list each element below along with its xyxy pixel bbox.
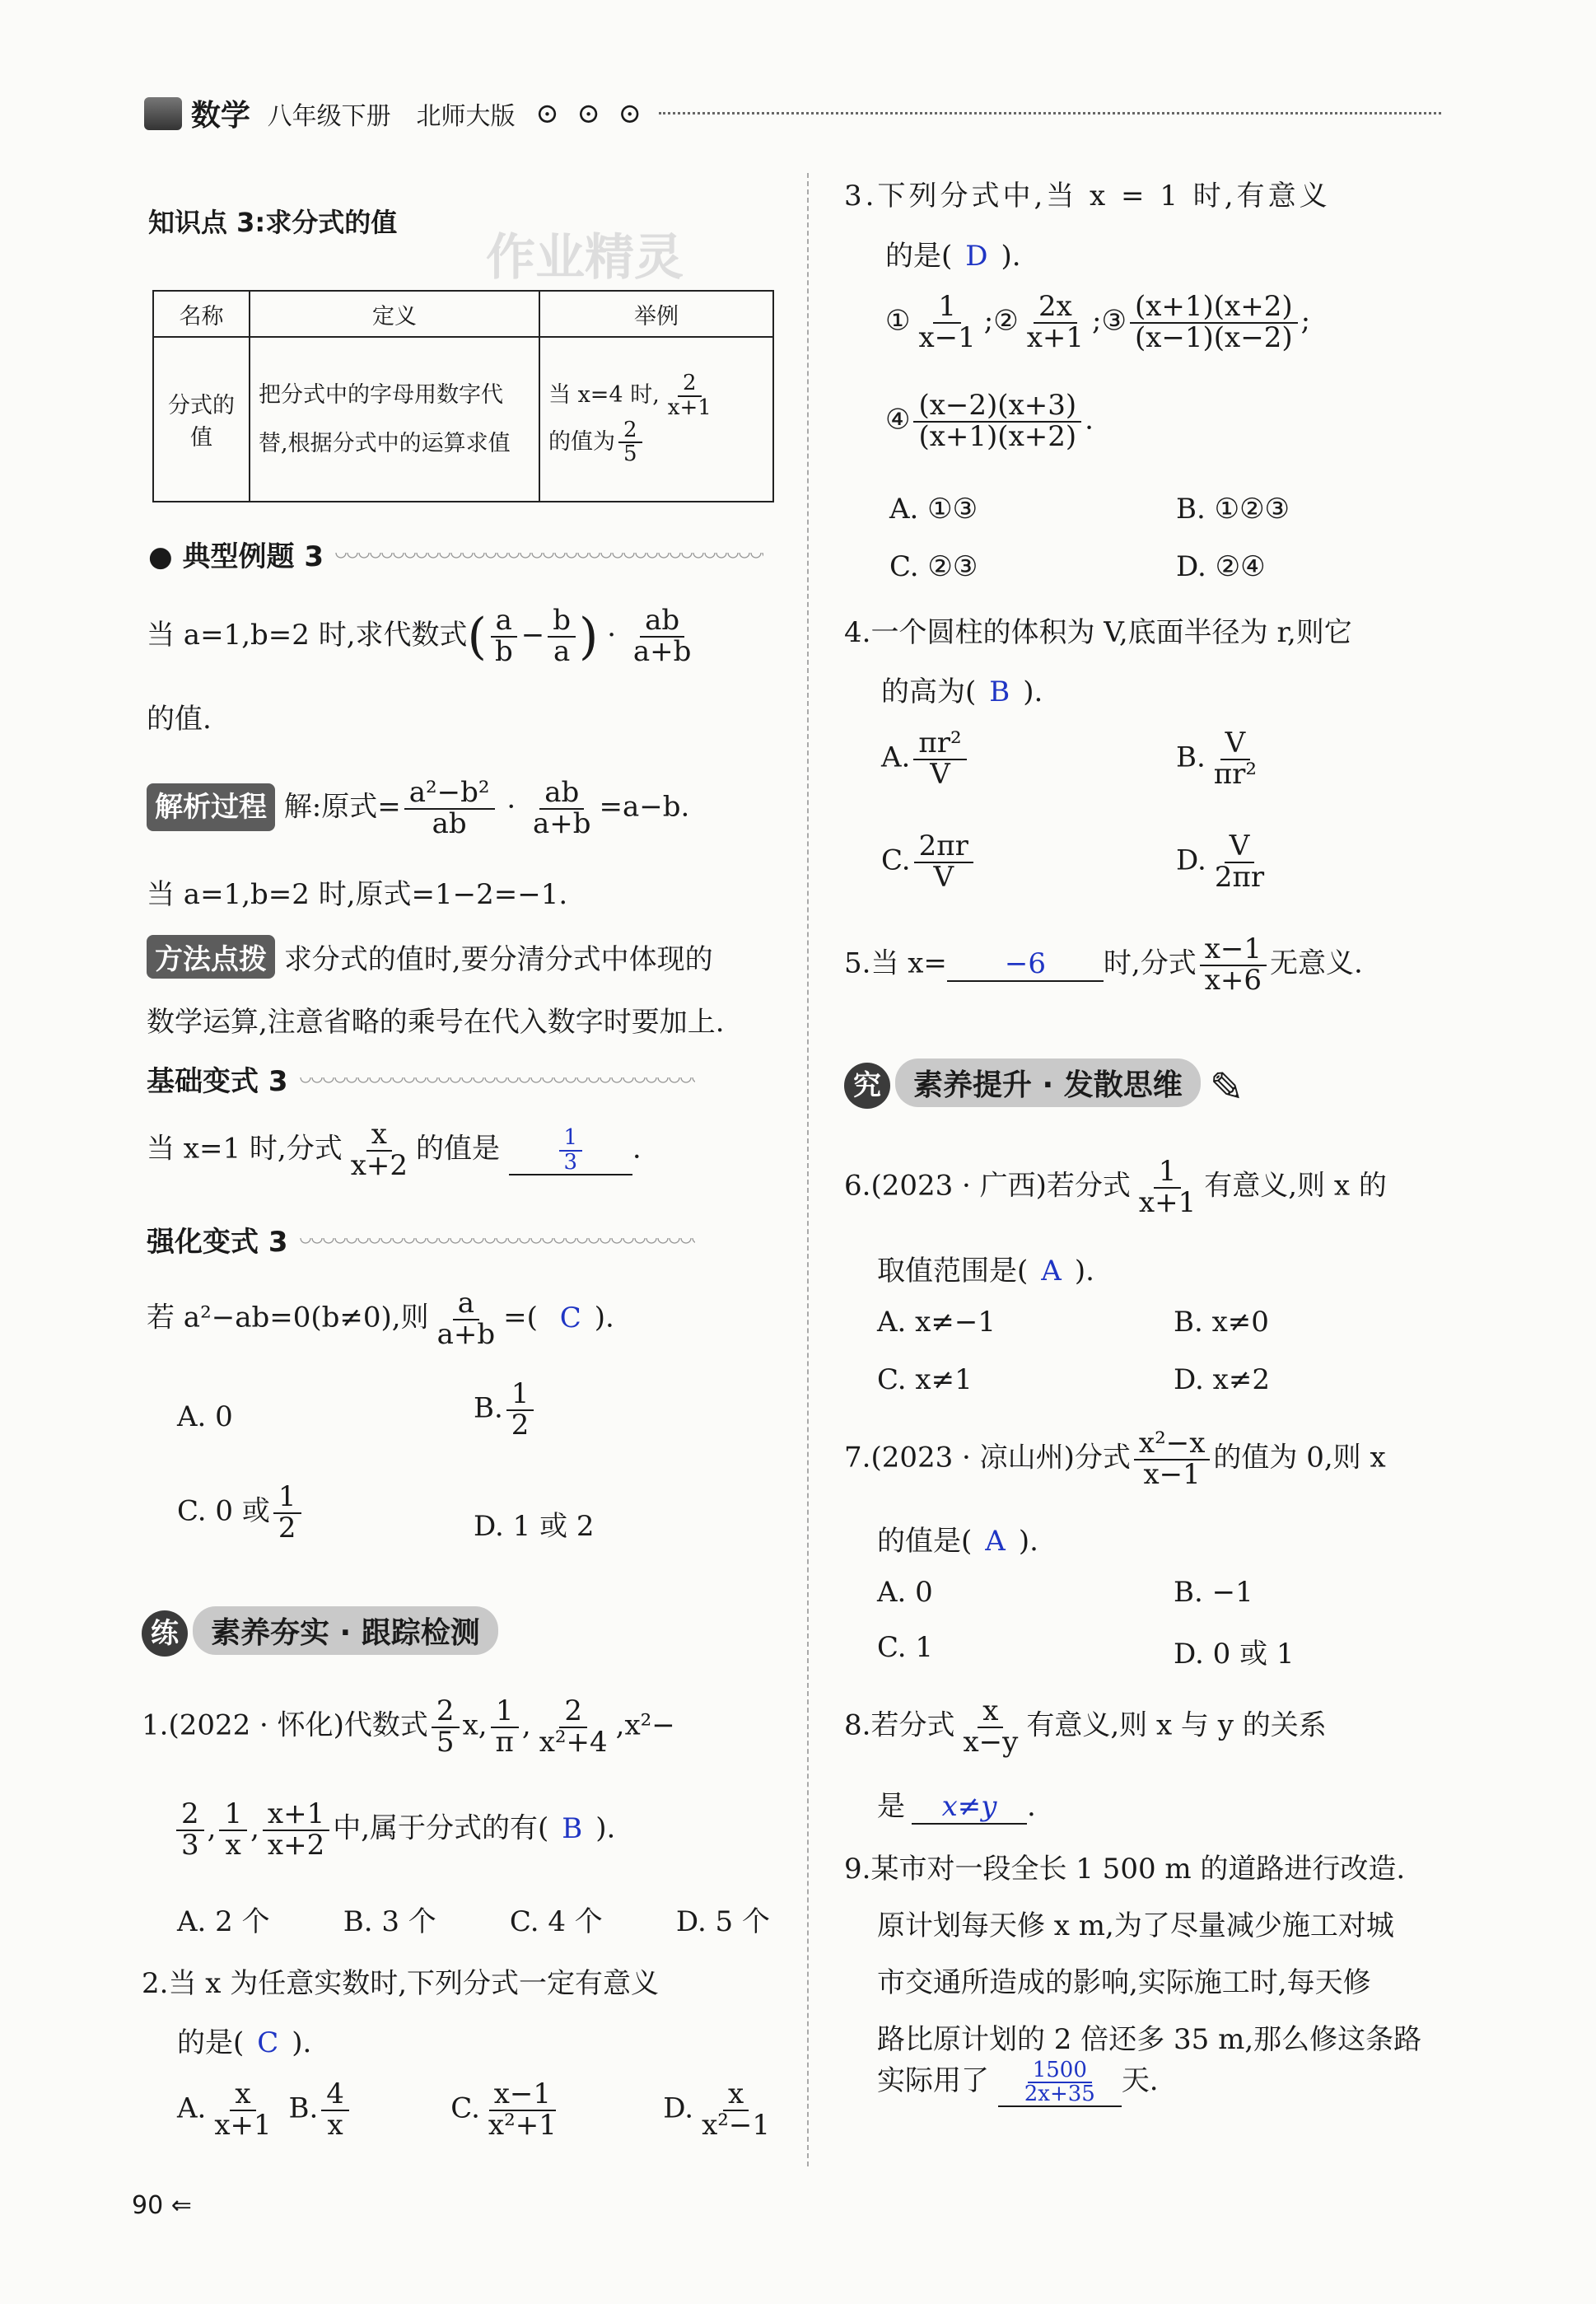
q6-option-d: D. x≠2	[1174, 1363, 1270, 1396]
option-d: D. 1 或 2	[474, 1510, 595, 1543]
answer-blank: $\frac{1}{3}$	[509, 1127, 632, 1175]
watermark: 作业精灵	[486, 229, 684, 287]
knowledge-title: 知识点 3:求分式的值	[148, 207, 398, 238]
page-number: 90 ⇐	[132, 2191, 192, 2220]
page-header	[144, 92, 1462, 142]
advance-icon: 究	[844, 1063, 890, 1109]
q4-option-d: D. $\frac{V}{2\pi r}$	[1176, 830, 1265, 894]
option-b: B. $\frac{1}{2}$	[474, 1380, 537, 1440]
answer: B	[562, 1811, 583, 1845]
answer: A	[1041, 1255, 1062, 1288]
answer: B	[989, 675, 1010, 708]
answer: D	[965, 240, 988, 273]
knowledge-table	[152, 290, 774, 502]
header-grade: 八年级下册	[267, 101, 391, 131]
answer: A	[985, 1525, 1006, 1558]
strong-title: 强化变式 3	[147, 1219, 695, 1259]
wavy-rule	[300, 1077, 695, 1089]
q1-line2: $\frac{2}{3}$ , $\frac{1}{x}$ , $\frac{x+1}{x+2}$ 中,属于分式的有( B ).	[173, 1800, 615, 1860]
q4-option-b: B. $\frac{V}{\text{πr²}}$	[1176, 727, 1258, 791]
solution-tag: 解析过程	[147, 783, 275, 831]
q2-options: A. $\frac{x}{x+1}$ B. $\frac{4}{x}$ C. $\frac{x-1}{\text{x²+1}}$ D. $\frac{x}{\text{x²−1}}$	[177, 2077, 770, 2142]
q1-options: A. 2 个 B. 3 个 C. 4 个 D. 5 个	[177, 1905, 770, 1938]
q8: 8.若分式 $\frac{x}{x-y}$ 有意义,则 x 与 y 的关系	[844, 1694, 1327, 1759]
q1: 1.(2022 · 怀化)代数式 $\frac{2}{5}$ x, $\frac{1}{\pi}$ , $\frac{2}{\text{x²+4}}$ ,x²−	[142, 1694, 675, 1759]
q3-option-d: D. ②④	[1176, 550, 1266, 583]
answer-blank: x≠y	[912, 1790, 1027, 1825]
table-example-cell	[539, 337, 773, 502]
q4-option-a: A. $\frac{\text{πr²}}{V}$	[881, 729, 970, 789]
wavy-rule	[335, 553, 763, 564]
example-question: 当 a=1,b=2 时,求代数式( $\frac{a}{b}$ − $\frac{b}{a}$ ) · $\frac{ab}{a+b}$	[147, 604, 692, 668]
arrow-left-icon: ⇐	[170, 2191, 192, 2220]
tip: 方法点拨 求分式的值时,要分清分式中体现的	[147, 935, 713, 979]
practice-heading	[142, 1606, 498, 1657]
q9-answer-line: 实际用了 $\frac{1500}{2x+35}$ 天.	[877, 2057, 1159, 2106]
option-c: C. 0 或 $\frac{1}{2}$	[177, 1483, 305, 1543]
answer: C	[559, 1301, 581, 1334]
circle-icon: ⊙ ⊙ ⊙	[535, 96, 642, 130]
q9: 9.某市对一段全长 1 500 m 的道路进行改造. 原计划每天修 x m,为了尽量减少施工对城 市交通所造成的影响,实际施工时,每天修 路比原计划的 2 倍还多 35 m,那么修这条路	[844, 1853, 1422, 2056]
table-header: 定义	[250, 291, 539, 337]
q3: 3.下列分式中,当 x = 1 时,有意义	[844, 180, 1331, 213]
q7: 7.(2023 · 凉山州)分式 $\frac{\text{x²−x}}{x-1}$ 的值为 0,则 x	[844, 1427, 1386, 1491]
q7-line2: 的值是( A ).	[877, 1525, 1038, 1558]
strong-question: 若 a²−ab=0(b≠0),则 $\frac{a}{a+b}$ =( C ).	[147, 1287, 614, 1351]
example-prefix: 当 x=4 时,	[548, 382, 660, 409]
pencil-icon: ✎	[1209, 1063, 1244, 1111]
table-header: 名称	[153, 291, 250, 337]
dotted-rule	[659, 112, 1441, 114]
table-name-cell: 分式的值	[153, 337, 250, 502]
q7-option-d: D. 0 或 1	[1174, 1638, 1295, 1671]
book-icon	[144, 97, 182, 130]
fraction: $\frac{2}{5}$	[618, 419, 642, 466]
example-question-end: 的值.	[147, 703, 212, 736]
q4: 4.一个圆柱的体积为 V,底面半径为 r,则它	[844, 616, 1352, 649]
q8-line2: 是 x≠y .	[877, 1790, 1036, 1823]
q2: 2.当 x 为任意实数时,下列分式一定有意义	[142, 1967, 660, 2000]
q4-line2: 的高为( B ).	[881, 675, 1043, 708]
solution-line2: 当 a=1,b=2 时,原式=1−2=−1.	[147, 878, 568, 911]
q3-expression4: ④ $\frac{(x-2)(x+3)}{(x+1)(x+2)}$ .	[885, 389, 1094, 453]
q3-expressions: ① $\frac{1}{x-1}$ ;② $\frac{2x}{x+1}$ ;③ $\frac{(x+1)(x+2)}{(x-1)(x-2)}$ ;	[885, 290, 1311, 354]
tip-line2: 数学运算,注意省略的乘号在代入数字时要加上.	[147, 1006, 725, 1039]
answer-blank: $\frac{1500}{2x+35}$	[998, 2059, 1122, 2108]
basic-title: 基础变式 3	[147, 1059, 695, 1099]
basic-question: 当 x=1 时,分式 $\frac{x}{x+2}$ 的值是 $\frac{1}{3}$ .	[147, 1118, 642, 1182]
q3-option-c: C. ②③	[889, 550, 978, 583]
example-mid: 的值为	[548, 428, 615, 455]
answer-blank: −6	[947, 947, 1104, 982]
q6-line2: 取值范围是( A ).	[877, 1255, 1094, 1288]
column-divider	[807, 173, 809, 2166]
q7-option-c: C. 1	[877, 1631, 934, 1664]
header-subject: 数学	[190, 99, 250, 133]
practice-icon: 练	[142, 1610, 188, 1657]
q3-option-b: B. ①②③	[1176, 493, 1290, 526]
example-title: ● 典型例题 3	[148, 534, 763, 574]
table-definition-cell: 把分式中的字母用数字代替,根据分式中的运算求值	[250, 337, 539, 502]
option-a: A. 0	[177, 1400, 233, 1433]
q6-option-a: A. x≠−1	[877, 1306, 996, 1339]
q4-option-c: C. $\frac{2\pi r}{V}$	[881, 832, 977, 892]
q3-line2: 的是( D ).	[885, 240, 1021, 273]
advance-heading	[844, 1059, 1244, 1111]
fraction: $\frac{2}{x+1}$	[667, 371, 712, 420]
q7-option-a: A. 0	[877, 1576, 933, 1609]
wavy-rule	[300, 1238, 695, 1250]
q3-option-a: A. ①③	[889, 493, 978, 526]
tip-tag: 方法点拨	[147, 935, 275, 979]
q6: 6.(2023 · 广西)若分式 $\frac{1}{x+1}$ 有意义,则 x 的	[844, 1155, 1387, 1219]
q6-option-b: B. x≠0	[1174, 1306, 1269, 1339]
q2-line2: 的是( C ).	[177, 2026, 312, 2059]
q7-option-b: B. −1	[1174, 1576, 1253, 1609]
table-header: 举例	[539, 291, 773, 337]
header-edition: 北师大版	[416, 101, 516, 131]
practice-title: 素养夯实 · 跟踪检测	[193, 1606, 498, 1655]
solution: 解析过程 解:原式= $\frac{\text{a²−b²}}{ab}$ · $\frac{ab}{a+b}$ =a−b.	[147, 778, 689, 839]
q6-option-c: C. x≠1	[877, 1363, 973, 1396]
advance-title: 素养提升 · 发散思维	[895, 1059, 1201, 1107]
q5: 5.当 x= −6 时,分式 $\frac{x-1}{x+6}$ 无意义.	[844, 932, 1363, 997]
answer: C	[257, 2026, 279, 2059]
